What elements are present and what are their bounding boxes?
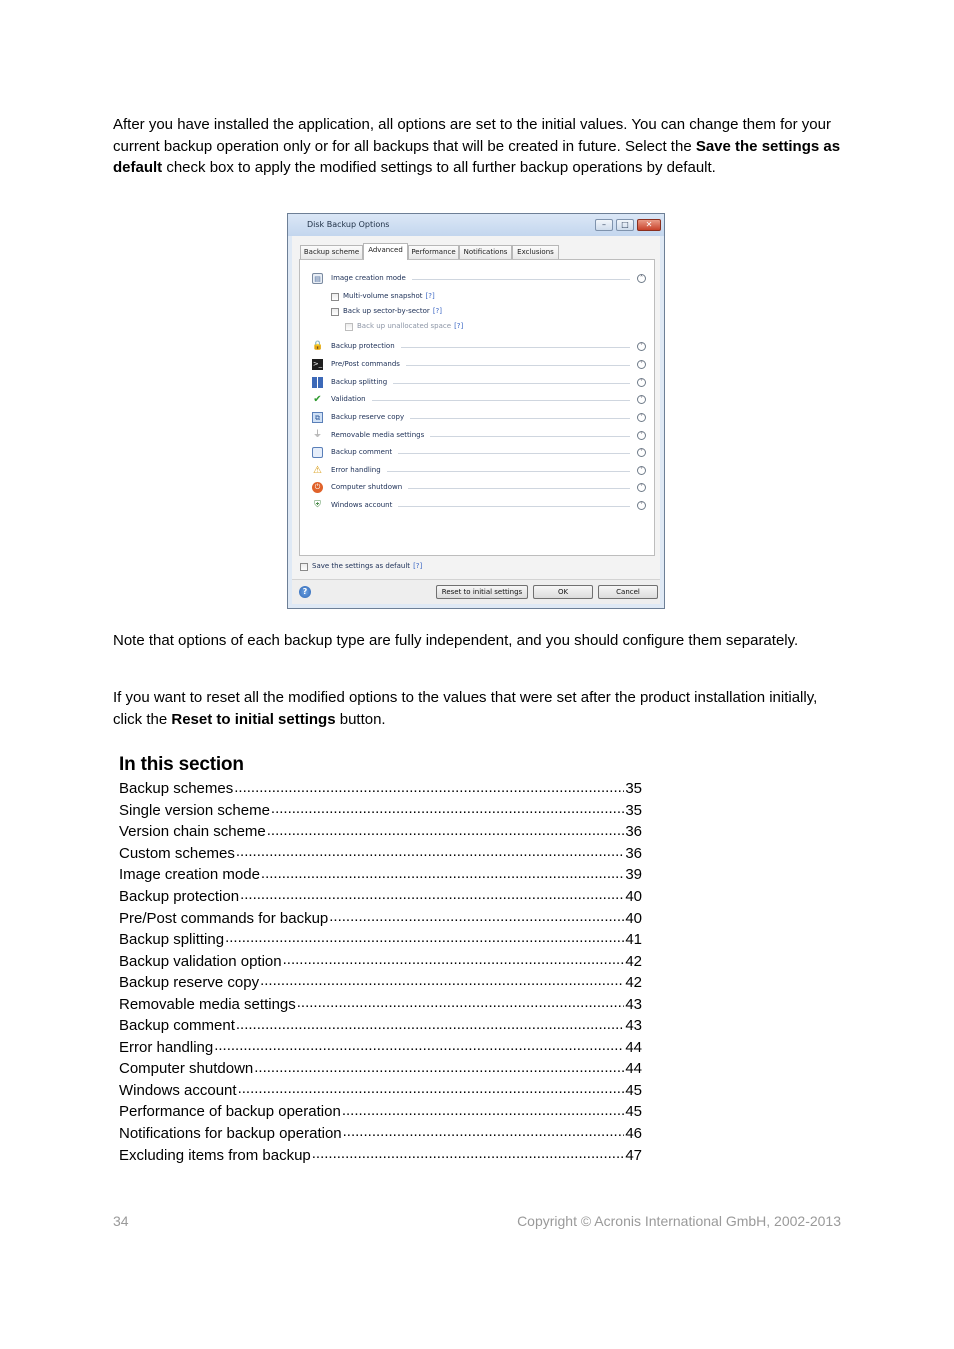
option-label: Image creation mode <box>331 274 412 282</box>
checkbox-label: Multi-volume snapshot [?] <box>343 292 435 300</box>
page-number: 34 <box>113 1213 129 1229</box>
dialog-button-bar <box>292 579 660 604</box>
disk-backup-options-dialog <box>287 213 665 609</box>
toc-item-page[interactable]: 41 <box>625 931 642 949</box>
option-label: Error handling <box>331 466 387 474</box>
disk-icon: ▤ <box>312 273 323 284</box>
reset-to-initial-settings-button[interactable]: Reset to initial settings <box>436 585 528 599</box>
toc-leader-dots <box>260 972 624 993</box>
toc-leader-dots <box>214 1037 624 1058</box>
toc-item[interactable] <box>119 1101 642 1123</box>
chevron-down-icon[interactable]: ˅ <box>637 431 646 440</box>
chevron-down-icon[interactable]: ˅ <box>637 483 646 492</box>
help-link[interactable]: [?] <box>432 307 442 315</box>
checkbox-label: Back up sector-by-sector [?] <box>343 307 442 315</box>
toc-item[interactable] <box>119 864 642 886</box>
checkbox[interactable] <box>331 308 339 316</box>
toc-item[interactable] <box>119 843 642 865</box>
toc-item-page[interactable]: 42 <box>625 974 642 992</box>
toc-item-label[interactable]: Performance of backup operation <box>119 1103 341 1121</box>
warning-icon: ⚠ <box>313 464 322 476</box>
option-backup-splitting[interactable] <box>312 376 646 390</box>
chevron-down-icon[interactable]: ˅ <box>637 360 646 369</box>
option-computer-shutdown[interactable] <box>312 481 646 495</box>
toc-item-label[interactable]: Single version scheme <box>119 801 270 819</box>
toc-leader-dots <box>283 951 625 972</box>
toc-leader-dots <box>234 779 624 800</box>
toc-item[interactable] <box>119 1037 642 1059</box>
check-icon: ✔ <box>313 394 322 405</box>
toc-item-page[interactable]: 43 <box>625 1017 642 1035</box>
checkbox[interactable] <box>331 293 339 301</box>
chevron-up-icon[interactable]: ˄ <box>637 274 646 283</box>
toc-item-label[interactable]: Backup comment <box>119 1017 235 1035</box>
option-removable-media[interactable] <box>312 429 646 443</box>
split-icon <box>312 377 323 388</box>
reset-paragraph <box>113 687 848 730</box>
toc-leader-dots <box>261 865 624 886</box>
toc-leader-dots <box>254 1059 624 1080</box>
toc-item-label[interactable]: Backup reserve copy <box>119 974 260 992</box>
section-heading: In this section <box>119 754 244 775</box>
option-backup-reserve-copy[interactable] <box>312 411 646 425</box>
toc-item-label[interactable]: Custom schemes <box>119 844 235 862</box>
toc-item-page[interactable]: 36 <box>625 844 642 862</box>
tab-notifications[interactable]: Notifications <box>459 245 512 259</box>
reset-bold-button-name: Reset to initial settings <box>171 710 336 728</box>
toc-item-label[interactable]: Windows account <box>119 1081 237 1099</box>
ok-button[interactable]: OK <box>533 585 593 599</box>
toc-item[interactable] <box>119 778 642 800</box>
toc-item[interactable] <box>119 1123 642 1145</box>
toc-item-label[interactable]: Backup splitting <box>119 931 225 949</box>
option-pre-post-commands[interactable] <box>312 358 646 372</box>
dialog-client <box>292 236 660 604</box>
tab-exclusions[interactable]: Exclusions <box>512 245 559 259</box>
usb-icon: ⏚ <box>312 429 322 440</box>
comment-icon <box>312 447 323 458</box>
checkbox-label: Save the settings as default [?] <box>312 562 423 570</box>
option-label: Backup reserve copy <box>331 413 410 421</box>
toc-item-page[interactable]: 35 <box>625 801 642 819</box>
chevron-down-icon[interactable]: ˅ <box>637 501 646 510</box>
toc-item[interactable] <box>119 1144 642 1166</box>
maximize-button[interactable]: □ <box>616 219 634 231</box>
toc-leader-dots <box>236 1016 624 1037</box>
toc-leader-dots <box>312 1145 625 1166</box>
toc-item[interactable] <box>119 1058 642 1080</box>
toc-leader-dots <box>238 1080 625 1101</box>
toc-item-page[interactable]: 43 <box>625 995 642 1013</box>
option-label: Backup splitting <box>331 378 393 386</box>
option-error-handling[interactable] <box>312 464 646 478</box>
toc-item-label[interactable]: Notifications for backup operation <box>119 1125 342 1143</box>
option-label: Computer shutdown <box>331 483 408 491</box>
help-link[interactable]: [?] <box>413 562 423 570</box>
toc-item-page[interactable]: 40 <box>625 888 642 905</box>
option-label: Validation <box>331 395 372 403</box>
toc-leader-dots <box>267 822 625 843</box>
toc-leader-dots <box>240 886 624 907</box>
option-label: Windows account <box>331 501 398 509</box>
account-icon: ⛨ <box>314 500 321 510</box>
tab-backup-scheme[interactable]: Backup scheme <box>300 245 363 259</box>
toc-item-label[interactable]: Backup schemes <box>119 780 234 798</box>
checkbox[interactable] <box>300 563 308 571</box>
option-validation[interactable] <box>312 393 646 407</box>
option-backup-protection[interactable] <box>312 340 646 354</box>
option-backup-comment[interactable] <box>312 446 646 460</box>
chevron-down-icon[interactable]: ˅ <box>637 466 646 475</box>
toc-item-label[interactable]: Excluding items from backup <box>119 1146 311 1164</box>
toc-item-label[interactable]: Computer shutdown <box>119 1060 254 1078</box>
chevron-down-icon[interactable]: ˅ <box>637 413 646 422</box>
power-icon: ⏻ <box>312 482 323 493</box>
toc-item-page[interactable]: 47 <box>625 1146 642 1164</box>
toc-item[interactable] <box>119 1015 642 1037</box>
toc-item-page[interactable]: 40 <box>625 909 642 927</box>
toc-leader-dots <box>236 843 624 864</box>
tab-performance[interactable]: Performance <box>408 245 459 259</box>
separator-line <box>331 400 630 401</box>
toc-item-label[interactable]: Error handling <box>119 1038 214 1056</box>
copyright-notice: Copyright © Acronis International GmbH, 2002-2013 <box>517 1213 841 1229</box>
table-of-contents <box>119 778 642 1166</box>
dialog-title: Disk Backup Options <box>307 220 390 229</box>
lock-icon: 🔒 <box>312 341 324 351</box>
chevron-down-icon[interactable]: ˅ <box>637 448 646 457</box>
toc-item-page[interactable]: 39 <box>625 866 642 884</box>
toc-item-label[interactable]: Backup protection <box>119 888 240 905</box>
toc-item-page[interactable]: 45 <box>625 1103 642 1121</box>
toc-item[interactable] <box>119 821 642 843</box>
toc-item[interactable] <box>119 800 642 822</box>
help-link: [?] <box>454 322 464 330</box>
toc-item-page[interactable]: 44 <box>625 1038 642 1056</box>
toc-leader-dots <box>271 800 624 821</box>
close-button[interactable]: ✕ <box>637 219 661 231</box>
cancel-button[interactable]: Cancel <box>598 585 658 599</box>
console-icon: >_ <box>312 360 323 368</box>
chevron-down-icon[interactable]: ˅ <box>637 378 646 387</box>
toc-item[interactable] <box>119 929 642 951</box>
toc-item-label[interactable]: Image creation mode <box>119 866 260 884</box>
toc-item-page[interactable]: 44 <box>625 1060 642 1078</box>
toc-leader-dots <box>329 908 624 929</box>
toc-item[interactable] <box>119 972 642 994</box>
toc-leader-dots <box>297 994 625 1015</box>
toc-leader-dots <box>225 929 624 950</box>
help-link[interactable]: [?] <box>425 292 435 300</box>
advanced-options-panel <box>299 259 655 556</box>
toc-item[interactable] <box>119 950 642 972</box>
toc-leader-dots <box>342 1102 625 1123</box>
option-image-creation-mode[interactable] <box>312 272 646 286</box>
toc-item-label[interactable]: Removable media settings <box>119 995 296 1013</box>
toc-item-label[interactable]: Backup validation option <box>119 952 282 970</box>
toc-leader-dots <box>343 1123 625 1144</box>
toc-item[interactable] <box>119 886 642 908</box>
copy-icon: ⧉ <box>312 412 323 423</box>
option-label: Backup comment <box>331 448 398 456</box>
intro-text-end: check box to apply the modified settings to all further backup operations by default. <box>162 159 716 176</box>
dialog-titlebar <box>288 214 664 236</box>
toc-item[interactable] <box>119 907 642 929</box>
intro-text: After you have installed the application, all options are set to the initial values. You can change them for your current backup operation only or for all backups that will be created in future. Select the <box>113 116 831 155</box>
checkbox-label: Back up unallocated space [?] <box>357 322 464 330</box>
chevron-down-icon[interactable]: ˅ <box>637 342 646 351</box>
reset-text-end: button. <box>335 710 386 728</box>
toc-item[interactable] <box>119 993 642 1015</box>
toc-item-label[interactable]: Version chain scheme <box>119 823 266 841</box>
intro-paragraph <box>113 114 848 179</box>
toc-item-label[interactable]: Pre/Post commands for backup <box>119 909 329 927</box>
checkbox <box>345 323 353 331</box>
toc-item-page[interactable]: 42 <box>625 952 642 970</box>
toc-item-page[interactable]: 45 <box>625 1081 642 1099</box>
minimize-button[interactable]: – <box>595 219 613 231</box>
help-icon[interactable]: ? <box>299 586 311 598</box>
toc-item-page[interactable]: 46 <box>625 1125 642 1143</box>
chevron-down-icon[interactable]: ˅ <box>637 395 646 404</box>
option-label: Pre/Post commands <box>331 360 406 368</box>
option-windows-account[interactable] <box>312 499 646 513</box>
toc-item-page[interactable]: 36 <box>625 823 642 841</box>
toc-item[interactable] <box>119 1080 642 1102</box>
toc-item-page[interactable]: 35 <box>625 780 642 798</box>
note-paragraph: Note that options of each backup type are fully independent, and you should configure them separately. <box>113 632 799 649</box>
tab-advanced[interactable]: Advanced <box>363 243 408 260</box>
option-label: Removable media settings <box>331 431 430 439</box>
option-label: Backup protection <box>331 342 401 350</box>
intro-bold-save-default: Save the settings as default <box>113 137 841 176</box>
reset-text: If you want to reset all the modified options to the values that were set after the product installation initially, click the <box>113 689 818 728</box>
